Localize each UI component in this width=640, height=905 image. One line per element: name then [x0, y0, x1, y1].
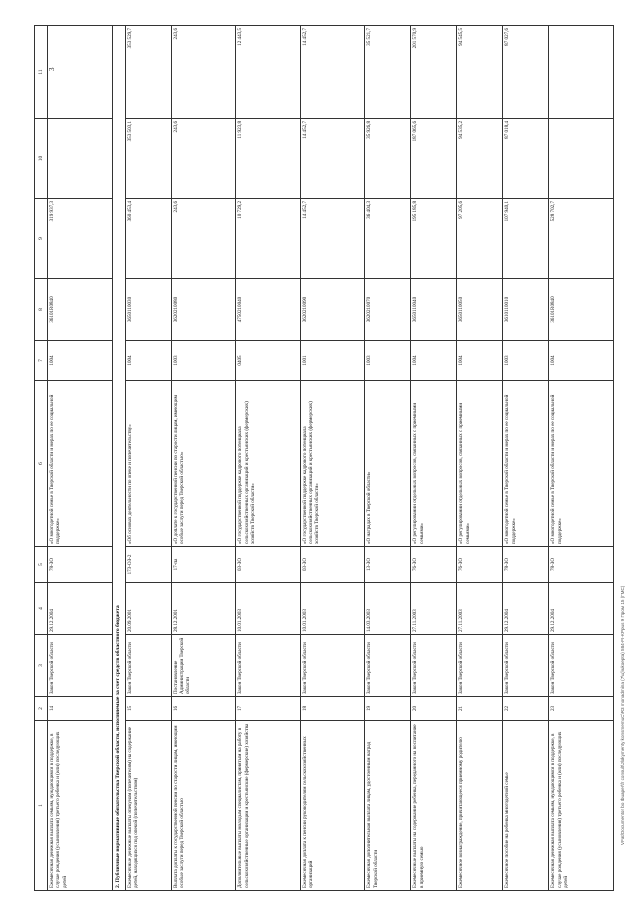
table-cell: Ежемесячная доплата к пенсии руководителям сельскохозяйственных организаций [300, 721, 365, 891]
column-header: 10 [35, 119, 48, 199]
table-cell: «О наградах в Тверской области» [365, 381, 411, 547]
table-cell: Закон Тверской области [549, 635, 614, 697]
table-cell: 1004 [549, 341, 614, 381]
table-cell: 195 185,8 [411, 199, 457, 279]
table-cell: «О государственной поддержке кадрового потенциала сельскохозяйственных организаций и крестьянских (фермерских) хозяйств Тверской области» [236, 381, 301, 547]
column-header: 1 [35, 721, 48, 891]
table-cell: 353 529,7 [125, 26, 171, 119]
table-cell: 3620210070 [365, 279, 411, 341]
table-cell: 76-ЗО [411, 547, 457, 583]
table-cell: 319 937,3 [48, 199, 113, 279]
table-cell: 87 027,6 [503, 26, 549, 119]
table-cell: 27.11.2003 [457, 583, 503, 635]
table-cell: 14 [48, 697, 113, 721]
table-cell: 1004 [457, 341, 503, 381]
table-cell: 3620210080 [171, 279, 236, 341]
table-cell: «О доплате к государственной пенсии по старости лицам, имеющим особые заслуги перед Тверской областью» [171, 381, 236, 547]
table-cell: 1003 [503, 341, 549, 381]
table-cell: 19 [365, 697, 411, 721]
table-cell: Ежемесячная дополнительная выплата лицам, удостоенным наград Тверской области [365, 721, 411, 891]
column-header: 6 [35, 381, 48, 547]
table-cell [549, 119, 614, 199]
table-cell: 3610110010 [503, 279, 549, 341]
table-cell: 14.03.2003 [365, 583, 411, 635]
table-cell: 3650110030 [125, 279, 171, 341]
table-cell: «О многодетной семье в Тверской области и мерах по ее социальной поддержке» [503, 381, 549, 547]
table-cell: 1001 [300, 341, 365, 381]
table-cell: 23 [549, 697, 614, 721]
table-cell: 243,6 [171, 119, 236, 199]
column-header: 7 [35, 341, 48, 381]
table-cell: 243,6 [171, 199, 236, 279]
table-cell: 4750210040 [236, 279, 301, 341]
header-row [35, 26, 48, 891]
table-cell: Закон Тверской области [457, 635, 503, 697]
table-cell: 1003 [171, 341, 236, 381]
table-cell: 14 452,7 [300, 119, 365, 199]
column-header: 9 [35, 199, 48, 279]
table-cell: 29.12.2004 [549, 583, 614, 635]
obligations-table [34, 25, 614, 891]
table-cell: Закон Тверской области [365, 635, 411, 697]
table-cell: 36 404,3 [365, 199, 411, 279]
table-cell: 36101R0840 [48, 279, 113, 341]
table-cell: 10.01.2003 [236, 583, 301, 635]
table-cell: Ежемесячное пособие на ребенка многодетной семье [503, 721, 549, 891]
table-cell: 243,6 [171, 26, 236, 119]
table-cell: 15 [125, 697, 171, 721]
table-cell: 353 503,1 [125, 119, 171, 199]
table-cell: Ежемесячная денежная выплата семьям, нуждающимся в поддержке, в случае рождения (усыновления) третьего ребенка и (или) последующих детей [549, 721, 614, 891]
table-cell: 3620210090 [300, 279, 365, 341]
table-cell: 78-ЗО [48, 547, 113, 583]
table-cell: 03-ЗО [300, 547, 365, 583]
table-cell: 13-ЗО [365, 547, 411, 583]
table-row [125, 26, 171, 891]
column-header: 3 [35, 635, 48, 697]
table-row [300, 26, 365, 891]
table-cell: Закон Тверской области [48, 635, 113, 697]
table-row [171, 26, 236, 891]
table-cell: 94 545,5 [457, 26, 503, 119]
table-cell: 35 521,7 [365, 26, 411, 119]
table-cell: 528 702,7 [549, 199, 614, 279]
table-cell: 12 443,5 [236, 26, 301, 119]
table-cell: 11 923,8 [236, 119, 301, 199]
table-cell: 17 [236, 697, 301, 721]
table-cell: Закон Тверской области [503, 635, 549, 697]
table-cell: Дополнительные выплаты молодым специалистам, принятым на работу в сельскохозяйственные организации и крестьянские (фермерские) хозяйства [236, 721, 301, 891]
table-row [457, 26, 503, 891]
table-cell: «О регулировании отдельных вопросов, связанных с приемными семьями» [457, 381, 503, 547]
table-cell: 18 [300, 697, 365, 721]
section-title: 2. Публичные нормативные обязательства Тверской области, исполняемые за счет средств областного бюджета [112, 26, 125, 891]
table-cell: 1004 [411, 341, 457, 381]
column-header: 8 [35, 279, 48, 341]
table-cell: Ежемесячная денежная выплата семьям, нуждающимся в поддержке, в случае рождения (усыновления) третьего ребенка и (или) последующих детей [48, 721, 113, 891]
table-cell: 16 [171, 697, 236, 721]
table-cell: 94 535,2 [457, 119, 503, 199]
table-cell: Закон Тверской области [236, 635, 301, 697]
table-cell: 3650110040 [411, 279, 457, 341]
table-cell: 27.11.2003 [411, 583, 457, 635]
file-path-footer: VFat/Documentor bo Ibuaper\fr consult\Jlokymenty konsmemuC\R3 monadmina (7\u)\ukoepta) 584-FI-KPpus 9 Пром 15 (ГМС) [620, 585, 625, 845]
table-row [549, 26, 614, 891]
table-cell: 78-ЗО [549, 547, 614, 583]
table-cell: 29.12.2004 [503, 583, 549, 635]
table-cell: 03-ЗО [236, 547, 301, 583]
table-cell: 28.12.2001 [171, 583, 236, 635]
table-cell: 22 [503, 697, 549, 721]
column-header: 5 [35, 547, 48, 583]
table-cell: Ежемесячное вознаграждение, причитающееся приемному родителю [457, 721, 503, 891]
table-cell: Закон Тверской области [300, 635, 365, 697]
table-row [411, 26, 457, 891]
section-row [112, 26, 125, 891]
table-cell: 173-ОЗ-2 [125, 547, 171, 583]
table-cell: 201 570,9 [411, 26, 457, 119]
table-cell [48, 119, 113, 199]
table-cell: 21 [457, 697, 503, 721]
table-cell: Ежемесячные денежные выплаты опекунам (попечителям) на содержание детей, находящихся под опекой (попечительством) [125, 721, 171, 891]
table-cell: 107 940,1 [503, 199, 549, 279]
page-number: 3 [48, 67, 56, 71]
table-cell: 76-ЗО [457, 547, 503, 583]
table-cell [48, 26, 113, 119]
table-cell: Постановление Администрации Тверской области [171, 635, 236, 697]
table-row [365, 26, 411, 891]
table-cell: 10.01.2003 [300, 583, 365, 635]
table-cell: 0405 [236, 341, 301, 381]
table-row [236, 26, 301, 891]
table-cell: 10 729,2 [236, 199, 301, 279]
table-cell: Закон Тверской области [125, 635, 171, 697]
table-cell: «О государственной поддержке кадрового потенциала сельскохозяйственных организаций и крестьянских (фермерских) хозяйств Тверской области» [300, 381, 365, 547]
table-cell: 29.12.2004 [48, 583, 113, 635]
table-cell: 87 018,4 [503, 119, 549, 199]
table-cell: 97 205,6 [457, 199, 503, 279]
table-cell: 14 452,7 [300, 26, 365, 119]
table-cell: Ежемесячные выплаты на содержание ребенка, переданного на воспитание в приемную семью [411, 721, 457, 891]
table-cell: Выплата доплаты к государственной пенсии по старости лицам, имеющим особые заслуги перед Тверской областью [171, 721, 236, 891]
table-cell: 1004 [125, 341, 171, 381]
column-header: 11 [35, 26, 48, 119]
column-header: 2 [35, 697, 48, 721]
table-cell: 78-ЗО [503, 547, 549, 583]
table-cell: «Об основах деятельности по опеке и попечительству» [125, 381, 171, 547]
table-cell: 360 453,4 [125, 199, 171, 279]
table-cell: 36101R0840 [549, 279, 614, 341]
table-cell: 187 065,6 [411, 119, 457, 199]
table-row [48, 26, 113, 891]
table-cell: 20 [411, 697, 457, 721]
table-cell: 17-па [171, 547, 236, 583]
table-cell [549, 26, 614, 119]
table-cell: «О многодетной семье в Тверской области и мерах по ее социальной поддержке» [549, 381, 614, 547]
table-cell: Закон Тверской области [411, 635, 457, 697]
table-row [503, 26, 549, 891]
table-cell: 14 452,7 [300, 199, 365, 279]
table-cell: «О многодетной семье в Тверской области и мерах по ее социальной поддержке» [48, 381, 113, 547]
table-cell: «О регулировании отдельных вопросов, связанных с приемными семьями» [411, 381, 457, 547]
table-cell: 1003 [365, 341, 411, 381]
table-cell: 20.09.2001 [125, 583, 171, 635]
table-cell: 3650110050 [457, 279, 503, 341]
table-cell: 1004 [48, 341, 113, 381]
column-header: 4 [35, 583, 48, 635]
table-cell: 35 926,8 [365, 119, 411, 199]
